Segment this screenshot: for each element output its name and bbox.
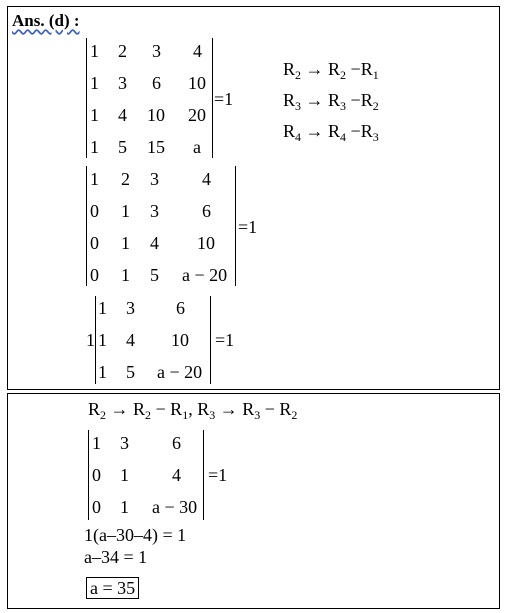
- det2-cell: 4: [150, 233, 159, 253]
- det3-cell: 5: [126, 362, 135, 382]
- det1-cell: 3: [152, 41, 161, 61]
- det3-cell: 10: [171, 330, 189, 350]
- det1-left-bar: [86, 38, 87, 158]
- det1-cell: 10: [188, 73, 206, 93]
- det1-cell: 3: [118, 73, 127, 93]
- det4-cell: 4: [172, 465, 181, 485]
- det2-cell: 5: [150, 265, 159, 285]
- det1-cell: 4: [193, 41, 202, 61]
- det2-cell: 3: [150, 201, 159, 221]
- det3-cell: 1: [98, 362, 107, 382]
- det1-cell: 1: [90, 41, 99, 61]
- step-line-2: a–34 = 1: [84, 547, 148, 567]
- det2-cell: 1: [121, 233, 130, 253]
- det4-cell: 1: [120, 465, 129, 485]
- det1-cell: 4: [118, 105, 127, 125]
- det2-cell: 2: [121, 169, 130, 189]
- det4-cell: 0: [92, 465, 101, 485]
- det1-right-bar: [212, 38, 213, 158]
- det2-cell: 10: [197, 233, 215, 253]
- det2-cell: 4: [202, 169, 211, 189]
- det4-cell: 0: [92, 497, 101, 517]
- det2-cell: 0: [90, 201, 99, 221]
- det4-cell: 3: [120, 433, 129, 453]
- det3-cell: 1: [98, 298, 107, 318]
- upper-panel: [7, 6, 500, 390]
- row-operation: $R_2 \to R_2 -R_1$: [283, 59, 379, 82]
- final-answer-box: a = 35: [86, 577, 139, 599]
- det1-cell: a: [193, 137, 201, 157]
- answer-label: Ans. (d) :: [12, 11, 80, 30]
- det2-cell: a − 20: [182, 265, 228, 285]
- det1-equals: =1: [214, 89, 234, 109]
- det2-cell: 3: [150, 169, 159, 189]
- row-operation: $R_3 \to R_3 -R_2$: [283, 90, 379, 113]
- det1-cell: 1: [90, 137, 99, 157]
- det2-cell: 0: [90, 233, 99, 253]
- det1-cell: 1: [90, 105, 99, 125]
- det3-cell: 1: [98, 330, 107, 350]
- det4-cell: 1: [120, 497, 129, 517]
- det1-cell: 10: [147, 105, 165, 125]
- det4-cell: a − 30: [152, 497, 198, 517]
- det1-cell: 6: [152, 73, 161, 93]
- det3-equals: =1: [215, 330, 235, 350]
- det3-cell: 6: [176, 298, 185, 318]
- det2-cell: 1: [121, 265, 130, 285]
- row-operations-2: $R_2 \to R_2 - R_1$, $R_3 \to R_3 - R_2$: [88, 399, 298, 422]
- det2-cell: 1: [90, 169, 99, 189]
- det2-cell: 1: [121, 201, 130, 221]
- det4-equals: =1: [208, 465, 228, 485]
- det3-left-bar: [95, 296, 96, 384]
- step-line-1: 1(a–30–4) = 1: [84, 525, 187, 545]
- det1-cell: 5: [118, 137, 127, 157]
- det3-cell: a − 20: [157, 362, 203, 382]
- final-answer: [86, 579, 139, 597]
- det4-right-bar: [203, 430, 204, 520]
- det4-cell: 1: [92, 433, 101, 453]
- det3-cell: 4: [126, 330, 135, 350]
- det1-cell: 1: [90, 73, 99, 93]
- det1-cell: 2: [118, 41, 127, 61]
- det3-right-bar: [210, 296, 211, 384]
- det2-equals: =1: [238, 217, 258, 237]
- row-operation: $R_4 \to R_4 -R_3$: [283, 121, 379, 144]
- det1-cell: 15: [147, 137, 165, 157]
- det2-right-bar: [235, 166, 236, 286]
- det2-left-bar: [86, 166, 87, 286]
- det2-cell: 0: [90, 265, 99, 285]
- det3-prefix: 1: [86, 330, 95, 350]
- lower-panel: [7, 393, 500, 609]
- det1-cell: 20: [188, 105, 206, 125]
- det4-left-bar: [88, 430, 89, 520]
- det4-cell: 6: [172, 433, 181, 453]
- det3-cell: 3: [126, 298, 135, 318]
- det2-cell: 6: [202, 201, 211, 221]
